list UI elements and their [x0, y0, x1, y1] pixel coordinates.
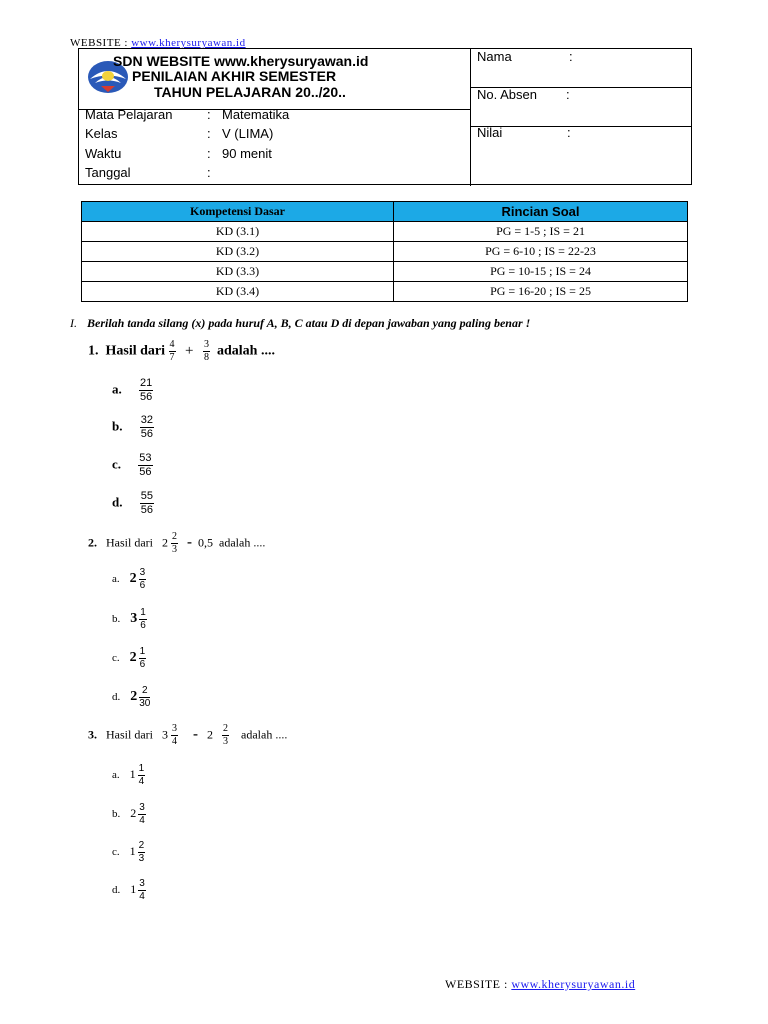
denominator: 56 [140, 504, 153, 516]
colon: : [566, 87, 570, 102]
colon: : [207, 165, 211, 180]
table-row [82, 222, 688, 242]
fraction [140, 415, 154, 440]
fraction [203, 340, 210, 363]
denominator: 3 [223, 736, 228, 747]
class-value: V (LIMA) [222, 126, 274, 141]
fraction [138, 453, 152, 478]
question-number: 1. [88, 343, 99, 359]
colon: : [567, 125, 571, 140]
question-3 [88, 724, 287, 747]
website-label: WEBSITE : [445, 977, 512, 991]
colon: : [207, 126, 211, 141]
whole-number: 2 [162, 535, 168, 550]
denominator: 7 [169, 352, 175, 363]
denominator: 4 [138, 776, 145, 787]
fraction [169, 340, 176, 363]
table-cell: KD (3.2) [82, 242, 394, 262]
table-row [82, 282, 688, 302]
denominator: 8 [203, 352, 209, 363]
option-c[interactable] [112, 841, 145, 864]
table-cell: PG = 10-15 ; IS = 24 [394, 262, 688, 282]
whole-number: 1 [129, 767, 136, 782]
option-b[interactable] [112, 608, 147, 631]
numerator: 4 [169, 339, 175, 350]
section-number: I. [70, 316, 77, 330]
denominator: 4 [139, 815, 145, 826]
time-value: 90 menit [222, 146, 272, 161]
column-header-details: Rincian Soal [394, 202, 688, 222]
colon: : [569, 49, 573, 64]
option-letter: a. [112, 769, 120, 782]
subject-value: Matematika [222, 107, 290, 122]
numerator: 3 [203, 339, 209, 350]
question-1 [88, 340, 275, 363]
exam-title: PENILAIAN AKHIR SEMESTER [132, 68, 337, 84]
option-letter: d. [112, 494, 123, 510]
numerator: 3 [139, 802, 145, 813]
fraction [139, 686, 150, 709]
numerator: 1 [140, 607, 146, 618]
option-letter: a. [112, 573, 120, 586]
fraction [139, 378, 153, 403]
denominator: 56 [139, 466, 152, 478]
fraction [139, 568, 147, 591]
option-d[interactable] [112, 686, 150, 709]
question-prefix: Hasil dari [106, 727, 153, 742]
question-number: 2. [88, 535, 97, 550]
fraction [171, 532, 178, 555]
numerator: 2 [172, 531, 177, 542]
table-cell: PG = 6-10 ; IS = 22-23 [394, 242, 688, 262]
question-2 [88, 532, 265, 555]
operator: + [185, 342, 194, 359]
question-prefix: Hasil dari [106, 535, 153, 550]
whole-number: 2 [130, 689, 138, 705]
table-cell: KD (3.1) [82, 222, 394, 242]
denominator: 4 [172, 736, 177, 747]
school-name: SDN WEBSITE www.kherysuryawan.id [113, 53, 369, 69]
fraction [222, 724, 229, 747]
numerator: 1 [139, 646, 146, 657]
instruction-text: Berilah tanda silang (x) pada huruf A, B, C atau D di depan jawaban yang paling benar ! [87, 316, 531, 330]
whole-number: 3 [130, 611, 138, 627]
numerator: 21 [140, 377, 153, 389]
numerator: 2 [223, 723, 228, 734]
table-row [82, 262, 688, 282]
operator: - [193, 726, 198, 743]
fraction [140, 491, 154, 516]
whole-number: 1 [129, 844, 136, 859]
denominator: 4 [139, 891, 145, 902]
attendance-number-label: No. Absen [477, 87, 537, 102]
option-letter: b. [112, 418, 123, 434]
column-header-competency: Kompetensi Dasar [82, 202, 394, 222]
denominator: 56 [140, 428, 153, 440]
numerator: 3 [139, 878, 145, 889]
fraction [139, 608, 147, 631]
question-suffix: adalah .... [219, 535, 266, 550]
fraction [138, 803, 146, 826]
option-d[interactable] [112, 879, 146, 902]
operator: - [187, 534, 192, 551]
numerator: 3 [172, 723, 177, 734]
option-letter: c. [112, 652, 120, 665]
numerator: 32 [140, 414, 153, 426]
table-cell: KD (3.4) [82, 282, 394, 302]
numerator: 3 [139, 567, 146, 578]
option-letter: c. [112, 456, 122, 472]
time-label: Waktu [85, 146, 122, 161]
header-right-line-2 [470, 126, 692, 127]
name-label: Nama [477, 49, 512, 64]
denominator: 56 [140, 391, 153, 403]
header-vertical-line [470, 49, 471, 186]
whole-number: 2 [130, 806, 137, 821]
question-suffix: adalah .... [216, 343, 275, 359]
table-cell: PG = 1-5 ; IS = 21 [394, 222, 688, 242]
instruction [70, 316, 530, 331]
numerator: 53 [139, 452, 152, 464]
option-letter: c. [112, 846, 120, 859]
option-letter: a. [112, 381, 122, 397]
option-letter: d. [112, 884, 121, 897]
option-a[interactable] [112, 378, 153, 403]
question-suffix: adalah .... [241, 727, 288, 742]
question-prefix: Hasil dari [105, 343, 166, 359]
whole-number: 3 [162, 727, 168, 742]
option-b[interactable] [112, 415, 154, 440]
whole-number: 2 [129, 571, 137, 587]
whole-number: 2 [129, 650, 137, 666]
option-c[interactable] [112, 453, 153, 478]
option-c[interactable] [112, 647, 146, 670]
class-label: Kelas [85, 126, 118, 141]
option-letter: b. [112, 613, 121, 626]
fraction [171, 724, 178, 747]
whole-number: 2 [207, 727, 213, 742]
fraction [138, 764, 146, 787]
option-a[interactable] [112, 764, 145, 787]
date-label: Tanggal [85, 165, 131, 180]
website-label: WEBSITE : [70, 37, 132, 49]
numerator: 2 [139, 686, 150, 698]
website-footer [445, 977, 635, 992]
exam-header-box [78, 48, 692, 185]
operand: 0,5 [198, 535, 213, 550]
website-link[interactable]: www.kherysuryawan.id [131, 37, 246, 49]
table-header-row [82, 202, 688, 222]
denominator: 6 [140, 620, 146, 631]
denominator: 3 [138, 853, 145, 864]
denominator: 3 [172, 544, 177, 555]
option-letter: b. [112, 808, 121, 821]
fraction [138, 879, 146, 902]
whole-number: 1 [130, 882, 137, 897]
subject-label: Mata Pelajaran [85, 107, 173, 122]
option-b[interactable] [112, 803, 146, 826]
denominator: 6 [139, 659, 146, 670]
fraction [139, 647, 147, 670]
numerator: 2 [138, 840, 145, 851]
fraction [138, 841, 146, 864]
colon: : [207, 107, 211, 122]
table-cell: PG = 16-20 ; IS = 25 [394, 282, 688, 302]
numerator: 1 [138, 763, 145, 774]
colon: : [207, 146, 211, 161]
academic-year: TAHUN PELAJARAN 20../20.. [154, 84, 346, 100]
option-d[interactable] [112, 491, 154, 516]
denominator: 6 [139, 580, 146, 591]
score-label: Nilai [477, 125, 503, 140]
website-link[interactable]: www.kherysuryawan.id [511, 977, 636, 991]
table-cell: KD (3.3) [82, 262, 394, 282]
table-row [82, 242, 688, 262]
option-a[interactable] [112, 568, 146, 591]
numerator: 55 [140, 490, 153, 502]
competency-table [81, 201, 688, 302]
denominator: 30 [139, 698, 151, 709]
option-letter: d. [112, 691, 121, 704]
question-number: 3. [88, 727, 97, 742]
